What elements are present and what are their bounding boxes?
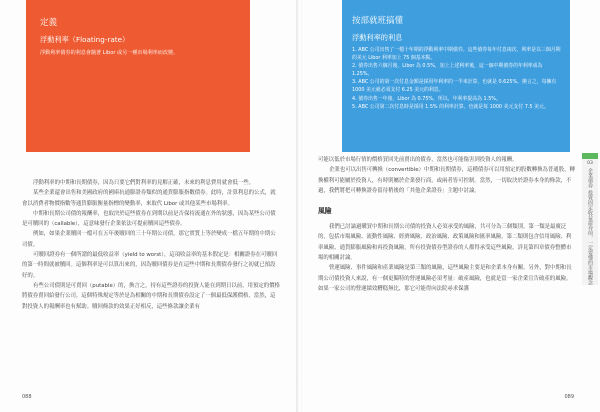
left-body-text — [22, 178, 280, 312]
step-item: 4. 債券出售一年後，Libor 為 0.75%，所以，年利率提高為 1.5%。 — [352, 95, 501, 102]
chapter-tab — [582, 153, 598, 285]
left-page — [0, 0, 298, 412]
paragraph: 可贖回證券有一個所謂的最低收益率（yield to worst），這項收益率的基本假定是：相關證券在可贖回的第一時間就被贖回。這個利率是可以算出來的，因為贖回債券是在這些中期和長期債券發行之初就已預設好的。 — [22, 252, 278, 279]
definition-box — [26, 0, 250, 152]
paragraph: 企業也可以出售可轉換（convertible）中期和長期債券，這種債券可以用預定的股數轉換為普通股，轉換權利可能屬於投資人，有時則屬於企業發行商，或兩者皆可控制。當然，一切取決於證券本身的條款，不過，我們將把可轉換證券留待稍後的「其他企業證券」主題中討論。 — [318, 167, 575, 194]
right-body-text — [318, 155, 576, 294]
paragraph: 營運風險、事件風險和產業風險是第三類的風險，這些風險主要是和企業本身有關。另外，對中期和長期公司債投資人來說，有一個更獨特的營運風險必須考量：破產風險，也就是當一家企業宣告破產的風險。如果一家公司的營運績效糟糕無比，那它可能得向法院尋求保護 — [318, 265, 572, 292]
right-page — [302, 0, 600, 412]
page-number-left: 088 — [22, 394, 32, 400]
step-item: 2. 債券出售六個月後，Libor 為 0.5%，加上上述利率後，這一個中期債券的年利率成為 1.25%。 — [352, 63, 543, 77]
paragraph: 我們已討論過購買中期和長期公司債的投資人必須承受的風險，共可分為三個類別。第一類是最廣泛的，包括市場風險、流動性風險、經濟風險、政治風險、政策風險和匯率風險。第二類則包含信用風險、利率風險、通貨膨脹風險和再投資風險。所有投資債券型證券的人都得承受這些風險，詳見第四章債券整體市場的相關討論。 — [318, 224, 572, 262]
step-item: 5. ABC 公司第二次付息時是採用 1.5% 的利率計算，也就是每 1000 美元支付 7.5 美元。 — [352, 104, 549, 111]
paragraph: 有些公司債則是可賣回（putable）的，換言之，持有這些證券的投資人能在到期日以前，用預定的價格將債券賣回給發行公司。這個特殊規定等於是為相關的中期和長期債券設定了一個最低保護價格，當然，這對投資人的報酬率也有幫助。贖回條款的效果正好相反，這些條款讓企業有 — [22, 282, 280, 310]
paragraph: 例如，如果企業贖回一檔可在五年後贖回的三十年期公司債，那它實質上等於變成一檔五年期的中期公司債。 — [22, 231, 276, 248]
step-list — [352, 47, 562, 112]
step-box-title: 按部就班搞懂 — [352, 16, 404, 26]
step-box-subtitle: 浮動利率的利息 — [352, 33, 403, 42]
paragraph: 中期和長期公司債的報酬率，也取決於這些債券在到期以前是否保持流通在外的狀態，因為某些公司債是可贖回的（callable），這意味發行企業依法可提前贖回這些債券。 — [22, 210, 276, 228]
page-number-right: 089 — [564, 394, 574, 400]
definition-text: 浮動利率債券的利息會隨著 Libor 或另一種市場利率而改變。 — [40, 50, 179, 56]
chapter-label: 企業債券 — [587, 168, 593, 188]
step-item: 3. ABC 公司的第一次付息金額是採用年利率的一半來計算，也就是 0.625%。換言之，每擁有 1000 美元就必須支付 6.25 美元的利息。 — [352, 79, 557, 93]
step-item: 1. ABC 公司出售了一檔十年期的浮動利率中期債券。這些債券每年付息兩次，利率是以三個月期的美元 Libor 利率加上 75 個基本點。 — [352, 47, 561, 61]
step-by-step-box — [342, 0, 570, 152]
section-heading-risk: 風險 — [318, 207, 332, 216]
definition-subtitle: 浮動利率（Floating-rate） — [40, 35, 130, 44]
chapter-heading: 投資固定收益證券前，一定要懂的市場觀念 — [587, 190, 593, 285]
paragraph: 可能以低於市場行情的價格買回先前賣出的債券，當然也可能傷害到投資人的報酬。 — [318, 157, 518, 163]
paragraph: 浮動利率的中期和長期債券，因為只要它們對利率的見解正確，未來的利息費用就會低一些。 — [33, 180, 255, 186]
definition-title: 定義 — [40, 18, 58, 28]
paragraph: 某些企業還會出售和美國政府的國庫抗通膨證券類似的通貨膨脹指數債券。此時，計算利息的公式，就會以消費者物價指數等通貨膨脹衡量指標的變動率，來取代 Libor 或其他某些市場利率。 — [22, 190, 276, 207]
chapter-number: 03 — [587, 161, 593, 166]
chapter-tab-marker — [582, 153, 598, 159]
